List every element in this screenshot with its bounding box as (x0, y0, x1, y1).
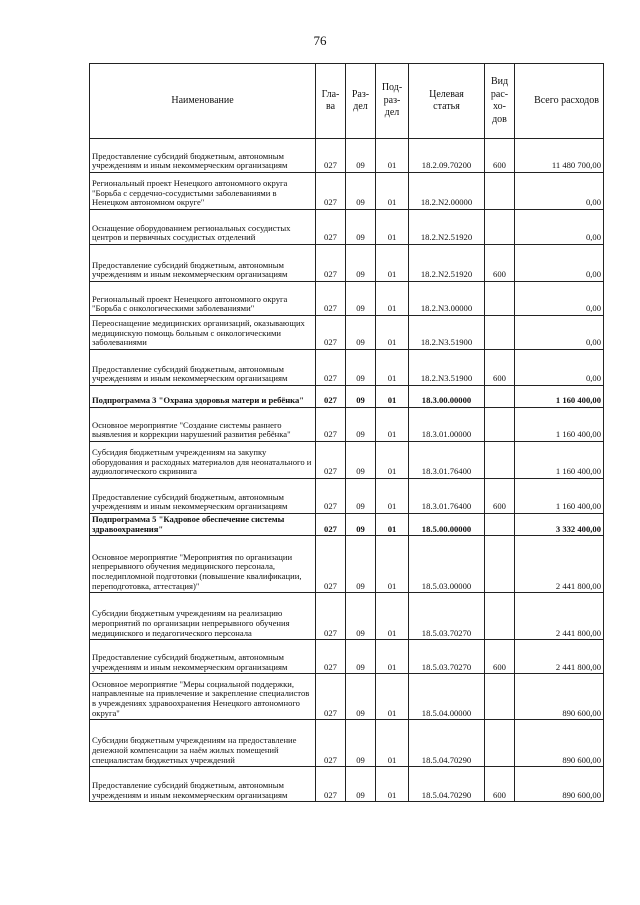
cell-podrazdel: 01 (376, 479, 409, 514)
cell-name: Региональный проект Ненецкого автономного округа "Борьба с сердечно-сосудистыми заболеваниями в Ненецком автономном округе" (90, 173, 316, 210)
table-row (90, 408, 604, 442)
cell-expense-type (485, 514, 515, 536)
cell-podrazdel: 01 (376, 720, 409, 767)
cell-name: Переоснащение медицинских организаций, оказывающих медицинскую помощь больным с онкологическими заболеваниями (90, 316, 316, 350)
cell-razdel: 09 (346, 282, 376, 316)
table-row (90, 210, 604, 245)
cell-razdel: 09 (346, 245, 376, 282)
cell-expense-type (485, 674, 515, 720)
table-row (90, 479, 604, 514)
table-header-row (90, 64, 604, 139)
cell-name: Оснащение оборудованием региональных сосудистых центров и первичных сосудистых отделений (90, 210, 316, 245)
table-row (90, 245, 604, 282)
cell-target-article: 18.5.03.70270 (409, 593, 485, 640)
cell-razdel: 09 (346, 139, 376, 173)
cell-podrazdel: 01 (376, 640, 409, 674)
cell-razdel: 09 (346, 316, 376, 350)
table-body (90, 139, 604, 802)
header-glava: Гла- ва (316, 64, 346, 139)
cell-razdel: 09 (346, 442, 376, 479)
cell-glava: 027 (316, 245, 346, 282)
cell-name: Предоставление субсидий бюджетным, автономным учреждениям и иным некоммерческим организациям (90, 767, 316, 802)
cell-name: Подпрограмма 3 "Охрана здоровья матери и ребёнка" (90, 386, 316, 408)
cell-name: Основное мероприятие "Мероприятия по организации непрерывного обучения медицинского персонала, последипломной подготовки (повышение квалификации, переподготовка, аттестация)" (90, 536, 316, 593)
table-row (90, 139, 604, 173)
cell-target-article: 18.2.N3.51900 (409, 350, 485, 386)
cell-expense-type (485, 408, 515, 442)
cell-target-article: 18.2.09.70200 (409, 139, 485, 173)
table-row (90, 593, 604, 640)
cell-total: 2 441 800,00 (515, 640, 604, 674)
page-number: 76 (313, 33, 327, 48)
cell-razdel: 09 (346, 210, 376, 245)
cell-target-article: 18.2.N2.51920 (409, 210, 485, 245)
cell-target-article: 18.5.04.00000 (409, 674, 485, 720)
cell-target-article: 18.5.00.00000 (409, 514, 485, 536)
cell-glava: 027 (316, 350, 346, 386)
cell-expense-type: 600 (485, 767, 515, 802)
cell-glava: 027 (316, 479, 346, 514)
cell-expense-type (485, 173, 515, 210)
cell-expense-type: 600 (485, 245, 515, 282)
table-row (90, 316, 604, 350)
cell-glava: 027 (316, 720, 346, 767)
cell-glava: 027 (316, 640, 346, 674)
cell-name: Предоставление субсидий бюджетным, автономным учреждениям и иным некоммерческим организациям (90, 350, 316, 386)
cell-name: Предоставление субсидий бюджетным, автономным учреждениям и иным некоммерческим организациям (90, 640, 316, 674)
cell-target-article: 18.2.N3.00000 (409, 282, 485, 316)
table-row (90, 674, 604, 720)
table-row (90, 514, 604, 536)
cell-target-article: 18.5.04.70290 (409, 720, 485, 767)
cell-expense-type: 600 (485, 479, 515, 514)
table-row (90, 640, 604, 674)
cell-glava: 027 (316, 674, 346, 720)
cell-total: 0,00 (515, 173, 604, 210)
header-total: Всего расходов (515, 64, 604, 139)
cell-glava: 027 (316, 408, 346, 442)
cell-razdel: 09 (346, 767, 376, 802)
cell-total: 11 480 700,00 (515, 139, 604, 173)
cell-expense-type (485, 593, 515, 640)
expenditure-table (89, 63, 604, 802)
cell-podrazdel: 01 (376, 514, 409, 536)
cell-target-article: 18.3.01.00000 (409, 408, 485, 442)
cell-expense-type (485, 536, 515, 593)
cell-name: Региональный проект Ненецкого автономного округа "Борьба с онкологическими заболеваниями" (90, 282, 316, 316)
table-row (90, 767, 604, 802)
cell-name: Субсидии бюджетным учреждениям на предоставление денежной компенсации за наём жилых помещений специалистам бюджетных учреждений (90, 720, 316, 767)
cell-name: Предоставление субсидий бюджетным, автономным учреждениям и иным некоммерческим организациям (90, 139, 316, 173)
cell-podrazdel: 01 (376, 767, 409, 802)
cell-expense-type (485, 282, 515, 316)
cell-podrazdel: 01 (376, 593, 409, 640)
cell-name: Основное мероприятие "Меры социальной поддержки, направленные на привлечение и закрепление специалистов в учреждениях здравоохранения Ненецкого автономного округа" (90, 674, 316, 720)
header-razdel: Раз- дел (346, 64, 376, 139)
cell-podrazdel: 01 (376, 173, 409, 210)
cell-target-article: 18.2.N2.00000 (409, 173, 485, 210)
cell-expense-type (485, 386, 515, 408)
table-row (90, 536, 604, 593)
cell-expense-type: 600 (485, 350, 515, 386)
cell-glava: 027 (316, 767, 346, 802)
cell-glava: 027 (316, 514, 346, 536)
cell-total: 1 160 400,00 (515, 386, 604, 408)
cell-glava: 027 (316, 442, 346, 479)
table-row (90, 386, 604, 408)
cell-glava: 027 (316, 139, 346, 173)
cell-total: 1 160 400,00 (515, 442, 604, 479)
cell-total: 0,00 (515, 350, 604, 386)
cell-podrazdel: 01 (376, 442, 409, 479)
cell-target-article: 18.3.01.76400 (409, 479, 485, 514)
table-row (90, 350, 604, 386)
cell-target-article: 18.5.03.00000 (409, 536, 485, 593)
cell-target-article: 18.3.01.76400 (409, 442, 485, 479)
header-podrazdel: Под- раз- дел (376, 64, 409, 139)
cell-target-article: 18.5.04.70290 (409, 767, 485, 802)
cell-razdel: 09 (346, 350, 376, 386)
cell-name: Субсидия бюджетным учреждениям на закупку оборудования и расходных материалов для неонатального и аудиологического скрининга (90, 442, 316, 479)
cell-expense-type (485, 210, 515, 245)
cell-podrazdel: 01 (376, 350, 409, 386)
cell-podrazdel: 01 (376, 674, 409, 720)
header-expense-type: Вид рас- хо- дов (485, 64, 515, 139)
cell-glava: 027 (316, 316, 346, 350)
cell-glava: 027 (316, 210, 346, 245)
cell-target-article: 18.2.N3.51900 (409, 316, 485, 350)
table-row (90, 442, 604, 479)
cell-glava: 027 (316, 593, 346, 640)
cell-total: 890 600,00 (515, 720, 604, 767)
cell-total: 0,00 (515, 316, 604, 350)
cell-glava: 027 (316, 282, 346, 316)
cell-razdel: 09 (346, 479, 376, 514)
cell-glava: 027 (316, 173, 346, 210)
cell-razdel: 09 (346, 386, 376, 408)
cell-total: 2 441 800,00 (515, 593, 604, 640)
cell-total: 890 600,00 (515, 767, 604, 802)
cell-name: Предоставление субсидий бюджетным, автономным учреждениям и иным некоммерческим организациям (90, 479, 316, 514)
cell-target-article: 18.5.03.70270 (409, 640, 485, 674)
cell-podrazdel: 01 (376, 536, 409, 593)
cell-podrazdel: 01 (376, 245, 409, 282)
cell-target-article: 18.2.N2.51920 (409, 245, 485, 282)
cell-razdel: 09 (346, 408, 376, 442)
cell-podrazdel: 01 (376, 316, 409, 350)
cell-total: 2 441 800,00 (515, 536, 604, 593)
cell-podrazdel: 01 (376, 408, 409, 442)
cell-target-article: 18.3.00.00000 (409, 386, 485, 408)
cell-total: 890 600,00 (515, 674, 604, 720)
cell-podrazdel: 01 (376, 386, 409, 408)
cell-expense-type (485, 720, 515, 767)
table-row (90, 173, 604, 210)
cell-name: Подпрограмма 5 "Кадровое обеспечение системы здравоохранения" (90, 514, 316, 536)
cell-total: 0,00 (515, 245, 604, 282)
cell-podrazdel: 01 (376, 210, 409, 245)
cell-expense-type (485, 442, 515, 479)
cell-razdel: 09 (346, 536, 376, 593)
cell-razdel: 09 (346, 674, 376, 720)
cell-total: 0,00 (515, 210, 604, 245)
cell-name: Основное мероприятие "Создание системы раннего выявления и коррекции нарушений развития ребёнка" (90, 408, 316, 442)
cell-podrazdel: 01 (376, 139, 409, 173)
cell-expense-type: 600 (485, 139, 515, 173)
cell-expense-type: 600 (485, 640, 515, 674)
header-name: Наименование (90, 64, 316, 139)
cell-razdel: 09 (346, 720, 376, 767)
table-row (90, 720, 604, 767)
cell-podrazdel: 01 (376, 282, 409, 316)
cell-glava: 027 (316, 386, 346, 408)
cell-razdel: 09 (346, 640, 376, 674)
cell-total: 0,00 (515, 282, 604, 316)
cell-expense-type (485, 316, 515, 350)
cell-name: Субсидии бюджетным учреждениям на реализацию мероприятий по организации непрерывного обучения медицинского и педагогического персонала (90, 593, 316, 640)
cell-name: Предоставление субсидий бюджетным, автономным учреждениям и иным некоммерческим организациям (90, 245, 316, 282)
cell-razdel: 09 (346, 593, 376, 640)
cell-glava: 027 (316, 536, 346, 593)
cell-razdel: 09 (346, 173, 376, 210)
cell-razdel: 09 (346, 514, 376, 536)
cell-total: 1 160 400,00 (515, 408, 604, 442)
table-row (90, 282, 604, 316)
header-target-article: Целевая статья (409, 64, 485, 139)
cell-total: 3 332 400,00 (515, 514, 604, 536)
cell-total: 1 160 400,00 (515, 479, 604, 514)
